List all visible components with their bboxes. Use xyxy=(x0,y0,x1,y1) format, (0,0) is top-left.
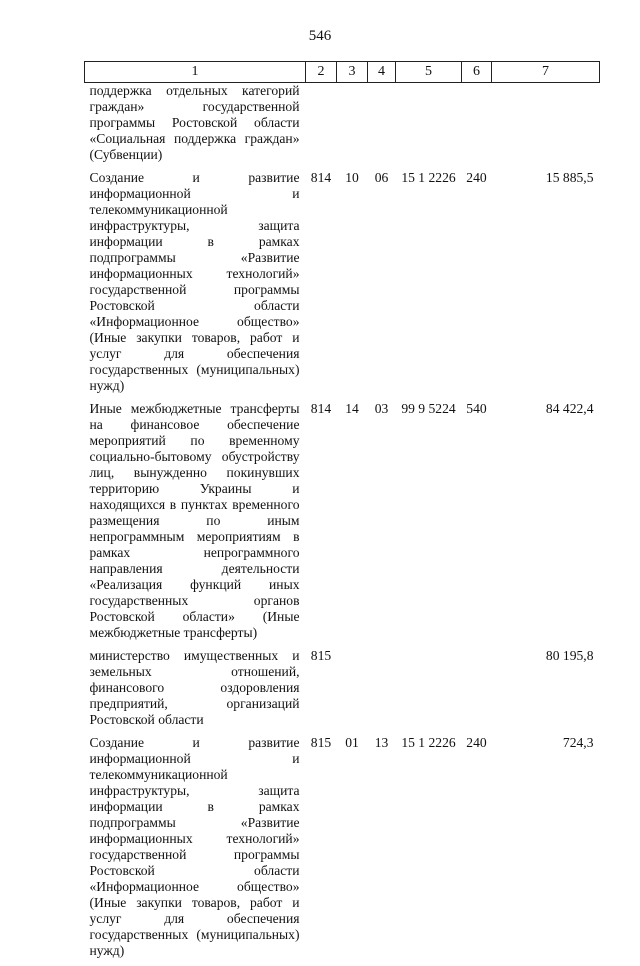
row-description: министерство имущественных и земельных отношений, финансового оздоровления предприятий, организаций Ростовской области xyxy=(89,648,300,727)
table-row xyxy=(85,170,600,401)
table-row xyxy=(85,648,600,735)
amount xyxy=(492,83,600,171)
section-code xyxy=(337,648,368,735)
section-code: 01 xyxy=(345,735,359,750)
page-number: 546 xyxy=(308,28,332,44)
subsection-code xyxy=(368,648,396,735)
subsection-code: 06 xyxy=(374,170,389,185)
row-description: поддержка отдельных категорий граждан» государственной программы Ростовской области «Социальная поддержка граждан» (Субвенции) xyxy=(89,83,300,162)
column-header: 4 xyxy=(368,62,396,83)
column-header: 6 xyxy=(462,62,492,83)
expense-type-code: 240 xyxy=(466,170,487,185)
amount: 15 885,5 xyxy=(545,170,594,185)
column-header: 7 xyxy=(492,62,600,83)
expense-type-code: 240 xyxy=(466,735,487,750)
expense-type-code xyxy=(462,648,492,735)
ministry-code: 814 xyxy=(310,170,332,185)
section-code: 14 xyxy=(345,401,359,416)
row-description: Создание и развитие информационной и телекоммуникационной инфраструктуры, защита информации в рамках подпрограммы «Развитие информационных технологий» государственной программы Ростовской области «Информационное общество» (Иные закупки товаров, работ и услуг для обеспечения государственных (муниципальных) нужд) xyxy=(89,170,300,393)
budget-table xyxy=(84,61,600,966)
amount: 724,3 xyxy=(562,735,594,750)
section-code xyxy=(337,83,368,171)
ministry-code: 815 xyxy=(310,648,332,663)
ministry-code: 815 xyxy=(310,735,332,750)
expense-type-code: 540 xyxy=(466,401,487,416)
subsection-code: 13 xyxy=(374,735,389,750)
target-article-code xyxy=(396,648,462,735)
column-header: 5 xyxy=(396,62,462,83)
expense-type-code xyxy=(462,83,492,171)
table-header-row xyxy=(85,62,600,83)
table-row xyxy=(85,401,600,648)
target-article-code xyxy=(396,83,462,171)
table-row xyxy=(85,735,600,966)
column-header: 1 xyxy=(85,62,306,83)
ministry-code xyxy=(306,83,337,171)
row-description: Иные межбюджетные трансферты на финансовое обеспечение мероприятий по временному социально-бытовому обустройству лиц, вынужденно покинувших территорию Украины и находящихся в пунктах временного размещения по иным непрограммным мероприятиям в рамках непрограммного направления деятельности «Реализация функций иных государственных органов Ростовской области» (Иные межбюджетные трансферты) xyxy=(89,401,300,640)
amount: 80 195,8 xyxy=(545,648,594,663)
column-header: 3 xyxy=(337,62,368,83)
column-header: 2 xyxy=(306,62,337,83)
subsection-code: 03 xyxy=(374,401,389,416)
target-article-code: 99 9 5224 xyxy=(401,401,456,416)
target-article-code: 15 1 2226 xyxy=(401,735,456,750)
row-description: Создание и развитие информационной и телекоммуникационной инфраструктуры, защита информации в рамках подпрограммы «Развитие информационных технологий» государственной программы Ростовской области «Информационное общество» (Иные закупки товаров, работ и услуг для обеспечения государственных (муниципальных) нужд) xyxy=(89,735,300,958)
table-row xyxy=(85,83,600,171)
target-article-code: 15 1 2226 xyxy=(401,170,456,185)
amount: 84 422,4 xyxy=(545,401,594,416)
section-code: 10 xyxy=(345,170,359,185)
subsection-code xyxy=(368,83,396,171)
ministry-code: 814 xyxy=(310,401,332,416)
